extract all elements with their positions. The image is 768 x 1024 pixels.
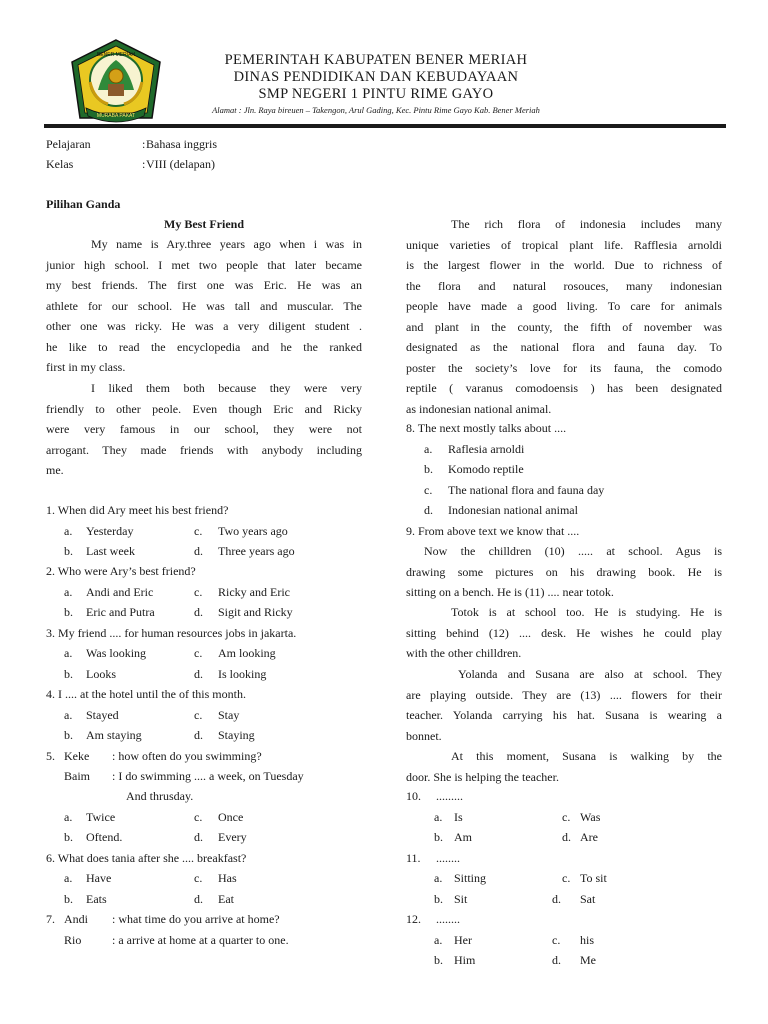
option-letter: a. (64, 708, 73, 722)
option-letter: c. (194, 810, 203, 824)
answer-blank: ......... (436, 789, 463, 803)
question-number: 10. (406, 789, 421, 803)
header-government: PEMERINTAH KABUPATEN BENER MERIAH (224, 52, 528, 68)
option-text: Komodo reptile (448, 462, 524, 476)
option-letter: b. (434, 830, 443, 844)
option-text: Is (454, 810, 463, 824)
class-label: Kelas (46, 157, 74, 171)
option-text: his (580, 933, 595, 947)
option-text: Her (454, 933, 472, 947)
option-text: To sit (580, 871, 607, 885)
option-letter: c. (424, 483, 433, 497)
answer-blank: ........ (436, 912, 460, 926)
option-letter: b. (64, 667, 73, 681)
option-letter: c. (194, 871, 203, 885)
option-text: Was (580, 810, 601, 824)
option-letter: d. (194, 544, 203, 558)
option-text: Sit (454, 892, 468, 906)
text-line: friendly to other peole. Even though Eric and Ricky (46, 401, 362, 416)
option-text: Him (454, 953, 476, 967)
option-letter: c. (562, 810, 571, 824)
option-text: Is looking (218, 667, 267, 681)
dialog-line: : what time do you arrive at home? (112, 912, 280, 926)
option-text: Andi and Eric (86, 585, 154, 599)
question-text: 6. What does tania after she .... breakfast? (46, 851, 247, 865)
reading-title: My Best Friend (164, 217, 244, 231)
text-line: the flora and natural rosouces, many indonesian (406, 278, 722, 293)
question-number: 7. (46, 912, 55, 926)
header-divider (44, 124, 726, 128)
option-text: Every (218, 830, 247, 844)
option-letter: a. (434, 810, 443, 824)
text-line: and plant in the county, the fifth of november was (406, 319, 722, 334)
option-letter: b. (64, 830, 73, 844)
text-line: At this moment, Susana is walking by the (451, 749, 722, 763)
subject-value: Bahasa inggris (146, 137, 217, 151)
option-text: Stay (218, 708, 240, 722)
option-text: Was looking (86, 646, 147, 660)
text-line: reptile ( varanus comodoensis ) has been designated (406, 381, 722, 395)
text-line: The rich flora of indonesia includes many (451, 217, 722, 231)
option-text: Last week (86, 544, 135, 558)
speaker-name: Rio (64, 933, 82, 947)
speaker-name: Andi (64, 912, 88, 926)
option-text: Sat (580, 892, 596, 906)
option-letter: d. (194, 892, 203, 906)
text-line: Totok is at school too. He is studying. He is (451, 605, 722, 619)
answer-blank: ........ (436, 851, 460, 865)
option-letter: d. (552, 892, 561, 906)
colon: : (142, 157, 146, 171)
reading-paragraph-3 (406, 214, 722, 419)
option-text: Eric and Putra (86, 605, 155, 619)
option-text: Me (580, 953, 596, 967)
reading-paragraph-2 (46, 378, 362, 481)
text-line: unique varieties of tropical plant life. Rafflesia arnoldi (406, 237, 722, 252)
option-letter: a. (64, 810, 73, 824)
option-letter: d. (194, 728, 203, 742)
dialog-line: : I do swimming .... a week, on Tuesday (112, 769, 304, 783)
option-text: Are (580, 830, 598, 844)
option-letter: a. (64, 585, 73, 599)
class-value: VIII (delapan) (146, 157, 215, 171)
option-letter: a. (64, 524, 73, 538)
option-letter: b. (64, 892, 73, 906)
question-text: 2. Who were Ary’s best friend? (46, 564, 196, 578)
text-line: first in my class. (46, 360, 126, 374)
svg-text:BENER MERIAH: BENER MERIAH (96, 52, 136, 58)
header-address: Alamat : Jln. Raya bireuen – Takengon, Arul Gading, Kec. Pintu Rime Gayo Kab. Bener Meriah (212, 105, 540, 115)
question-text: 1. When did Ary meet his best friend? (46, 503, 229, 517)
speaker-name: Baim (64, 769, 90, 783)
option-text: Oftend. (86, 830, 123, 844)
option-letter: b. (424, 462, 433, 476)
header-department: DINAS PENDIDIKAN DAN KEBUDAYAAN (233, 69, 519, 85)
option-text: Staying (218, 728, 255, 742)
option-text: Eats (86, 892, 107, 906)
dialog-line: And thrusday. (126, 789, 194, 803)
section-title: Pilihan Ganda (46, 197, 121, 211)
option-text: Has (218, 871, 237, 885)
svg-text:MURABA PAKAT: MURABA PAKAT (96, 113, 136, 119)
option-text: Twice (86, 810, 116, 824)
option-text: Ricky and Eric (218, 585, 290, 599)
option-letter: d. (194, 605, 203, 619)
reading-paragraph-5 (406, 602, 722, 664)
text-line: poster the society’s love for its fauna, the comodo (406, 360, 722, 375)
text-line: other one was ricky. He was a very diligent student . (46, 319, 362, 333)
option-letter: a. (434, 933, 443, 947)
text-line: sitting behind (12) .... desk. He wishes he could play (406, 625, 722, 640)
subject-label: Pelajaran (46, 137, 91, 151)
letterhead (176, 52, 576, 116)
option-letter: d. (194, 667, 203, 681)
question-number: 11. (406, 851, 421, 865)
text-line: I liked them both because they were very (91, 381, 362, 395)
option-text: Indonesian national animal (448, 503, 578, 517)
text-line: are playing outside. They are (13) .... flowers for their (406, 687, 722, 702)
text-line: is the largest flower in the world. Due to richness of (406, 258, 722, 272)
option-letter: b. (434, 892, 443, 906)
text-line: were very famous in our school, they were not (46, 422, 362, 436)
text-line: My name is Ary.three years ago when i was in (91, 237, 362, 251)
option-letter: a. (64, 646, 73, 660)
option-text: Eat (218, 892, 234, 906)
option-text: The national flora and fauna day (448, 483, 605, 497)
text-line: door. She is helping the teacher. (406, 769, 559, 784)
school-logo (68, 38, 164, 124)
text-line: drawing some pictures on his drawing book. He is (406, 564, 722, 579)
text-line: my best friends. The first one was Eric. He was an (46, 278, 362, 292)
text-line: with the other chilldren. (406, 646, 522, 660)
question-text: 8. The next mostly talks about .... (406, 421, 567, 435)
option-letter: d. (194, 830, 203, 844)
option-letter: a. (424, 442, 433, 456)
option-text: Sigit and Ricky (218, 605, 293, 619)
option-letter: d. (424, 503, 433, 517)
option-text: Raflesia arnoldi (448, 442, 525, 456)
option-text: Am staying (86, 728, 142, 742)
text-line: Yolanda and Susana are also at school. They (458, 667, 722, 681)
option-letter: c. (194, 646, 203, 660)
option-letter: a. (434, 871, 443, 885)
option-letter: b. (64, 544, 73, 558)
question-text: 3. My friend .... for human resources jobs in jakarta. (46, 626, 297, 640)
option-text: Am looking (218, 646, 276, 660)
option-letter: a. (64, 871, 73, 885)
option-text: Looks (86, 667, 116, 681)
reading-paragraph-6 (406, 664, 722, 746)
text-line: people have made a good living. To care for animals (406, 299, 722, 313)
colon: : (142, 137, 146, 151)
option-letter: d. (552, 953, 561, 967)
text-line: junior high school. I met two people that later became (46, 257, 362, 272)
option-text: Two years ago (218, 524, 288, 538)
option-letter: d. (562, 830, 571, 844)
text-line: teacher. Yolanda carrying his hat. Susana is wearing a (406, 708, 722, 722)
option-letter: c. (194, 585, 203, 599)
dialog-line: : a arrive at home at a quarter to one. (112, 933, 289, 947)
option-text: Sitting (454, 871, 487, 885)
text-line: athlete for our school. He was tall and muscular. The (46, 298, 362, 313)
text-line: he like to read the encyclopedia and he the ranked (46, 339, 362, 354)
reading-paragraph-1 (46, 234, 362, 378)
text-line: arrogant. They made friends with anybody including (46, 442, 362, 457)
reading-paragraph-7 (406, 746, 722, 787)
text-line: designated as the national flora and fauna day. To (406, 340, 722, 354)
text-line: sitting on a bench. He is (11) .... near totok. (406, 585, 614, 599)
option-letter: c. (194, 524, 203, 538)
question-number: 5. (46, 749, 55, 763)
dialog-line: : how often do you swimming? (112, 749, 262, 763)
reading-paragraph-4 (406, 541, 722, 603)
question-number: 12. (406, 912, 421, 926)
option-text: Three years ago (218, 544, 295, 558)
option-text: Once (218, 810, 244, 824)
text-line: as indonesian national animal. (406, 401, 552, 416)
option-letter: c. (562, 871, 571, 885)
speaker-name: Keke (64, 749, 90, 763)
option-text: Yesterday (86, 524, 134, 538)
text-line: me. (46, 463, 64, 477)
option-letter: c. (552, 933, 561, 947)
option-text: Stayed (86, 708, 119, 722)
text-line: Now the chilldren (10) ..... at school. Agus is (424, 544, 722, 558)
option-letter: b. (64, 728, 73, 742)
option-letter: b. (434, 953, 443, 967)
question-text: 4. I .... at the hotel until the of this month. (46, 687, 246, 701)
option-letter: c. (194, 708, 203, 722)
option-letter: b. (64, 605, 73, 619)
text-line: bonnet. (406, 728, 442, 743)
question-text: 9. From above text we know that .... (406, 524, 580, 538)
option-text: Am (454, 830, 472, 844)
header-school: SMP NEGERI 1 PINTU RIME GAYO (258, 86, 494, 102)
option-text: Have (86, 871, 112, 885)
